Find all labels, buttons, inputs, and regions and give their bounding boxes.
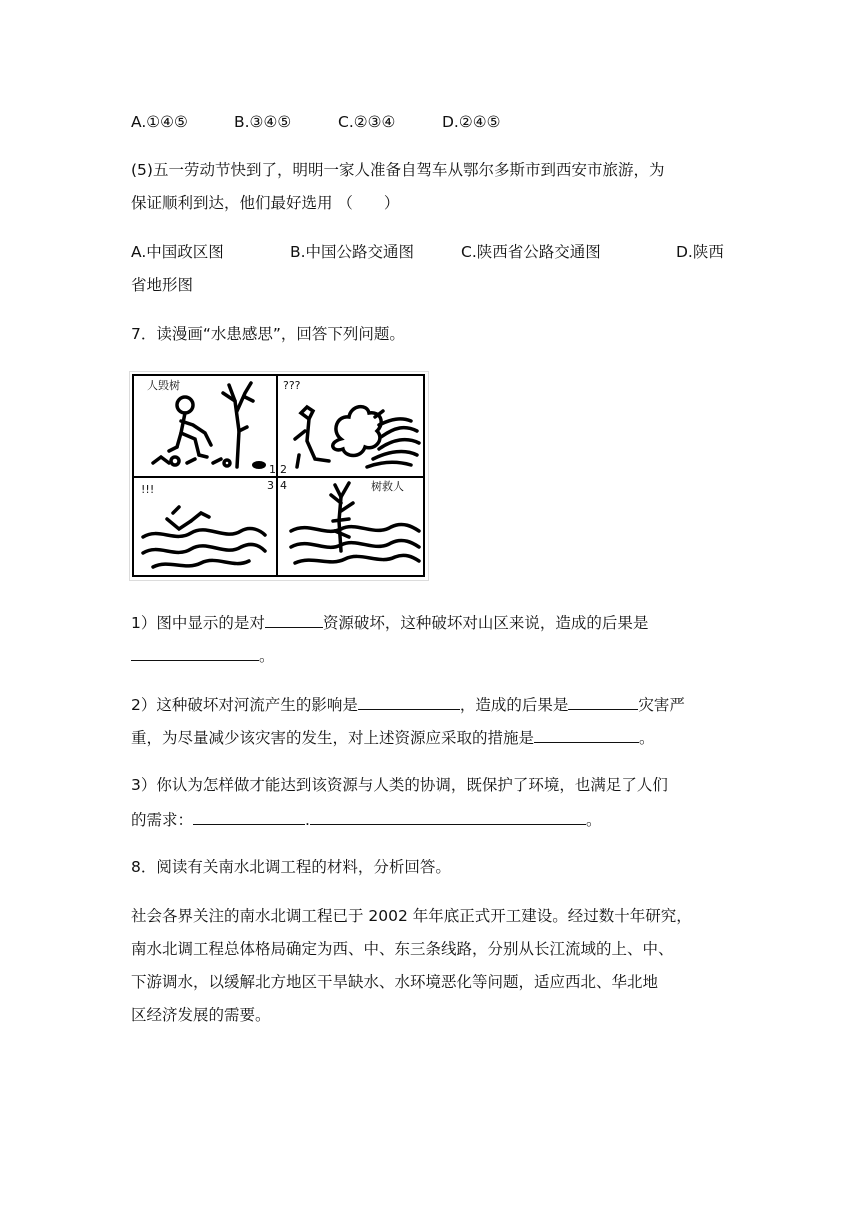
comic-num3: 3 xyxy=(267,479,274,492)
q7-sub3-blank1[interactable] xyxy=(193,808,305,825)
comic-panel4-label: 树救人 xyxy=(371,480,404,493)
comic-panel1-label: 人毁树 xyxy=(147,379,180,392)
q6-option-c: C.②③④ xyxy=(338,113,396,131)
q7-sub1-line2 xyxy=(131,644,275,666)
q7-sub1-text-b: 资源破坏，这种破坏对山区来说，造成的后果是 xyxy=(322,614,649,632)
q6-option-d: D.②④⑤ xyxy=(442,113,501,131)
q7-sub2-text-a: 2）这种破坏对河流产生的影响是 xyxy=(131,696,358,714)
comic-num4: 4 xyxy=(280,479,287,492)
comic-panel3-label: !!! xyxy=(141,483,155,496)
q7-sub2-blank3[interactable] xyxy=(534,726,639,743)
q7-sub2-text-b: ，造成的后果是 xyxy=(459,696,569,714)
q8-title: 8．阅读有关南水北调工程的材料，分析回答。 xyxy=(131,858,451,876)
q7-sub3-blank2[interactable] xyxy=(310,808,586,825)
q7-sub3-end: 。 xyxy=(585,811,602,829)
q7-sub2-line1 xyxy=(131,693,685,715)
q7-sub1-line1 xyxy=(131,611,648,633)
q6-5-option-d-cont: 省地形图 xyxy=(131,276,194,294)
comic-num2: 2 xyxy=(280,463,287,476)
q6-5-option-c: C.陕西省公路交通图 xyxy=(461,243,601,261)
comic-num1: 1 xyxy=(269,463,276,476)
comic-panel2-label: ??? xyxy=(283,379,301,392)
q6-5-option-b: B.中国公路交通图 xyxy=(290,243,415,261)
q7-sub2-end: 。 xyxy=(639,729,655,747)
water-disaster-comic xyxy=(129,371,429,581)
q6-5-option-a: A.中国政区图 xyxy=(131,243,224,261)
q7-sub3-line2 xyxy=(131,808,601,830)
q7-sub1-end: 。 xyxy=(259,647,275,665)
q6-5-stem-line2: 保证顺利到达，他们最好选用 （ ） xyxy=(131,194,400,212)
q7-sub3-dot: . xyxy=(305,811,310,829)
q8-paragraph-line1: 社会各界关注的南水北调工程已于 2002 年年底正式开工建设。经过数十年研究， xyxy=(131,907,692,925)
q7-sub1-blank1[interactable] xyxy=(265,611,323,628)
q7-sub2-blank2[interactable] xyxy=(568,693,638,710)
q6-5-option-d: D.陕西 xyxy=(676,243,724,261)
q7-sub2-blank1[interactable] xyxy=(358,693,460,710)
q8-paragraph-line4: 区经济发展的需要。 xyxy=(131,1006,271,1024)
q6-5-stem-line1: (5)五一劳动节快到了，明明一家人准备自驾车从鄂尔多斯市到西安市旅游，为 xyxy=(131,161,665,179)
q7-sub3-line1: 3）你认为怎样做才能达到该资源与人类的协调，既保护了环境，也满足了人们 xyxy=(131,776,668,794)
q7-sub2-text-c: 灾害严 xyxy=(638,696,685,714)
q7-sub2-line2-text: 重，为尽量减少该灾害的发生，对上述资源应采取的措施是 xyxy=(131,729,535,747)
q7-title: 7．读漫画“水患感思”，回答下列问题。 xyxy=(131,325,405,343)
q6-option-b: B.③④⑤ xyxy=(234,113,292,131)
q7-sub2-line2 xyxy=(131,726,655,748)
q8-paragraph-line2: 南水北调工程总体格局确定为西、中、东三条线路，分别从长江流域的上、中、 xyxy=(131,940,674,958)
q6-option-a: A.①④⑤ xyxy=(131,113,188,131)
q7-sub1-blank2[interactable] xyxy=(131,644,259,661)
q8-paragraph-line3: 下游调水，以缓解北方地区干旱缺水、水环境恶化等问题，适应西北、华北地 xyxy=(131,973,659,991)
q7-sub3-text-a: 的需求： xyxy=(131,811,194,829)
q7-sub1-text-a: 1）图中显示的是对 xyxy=(131,614,265,632)
